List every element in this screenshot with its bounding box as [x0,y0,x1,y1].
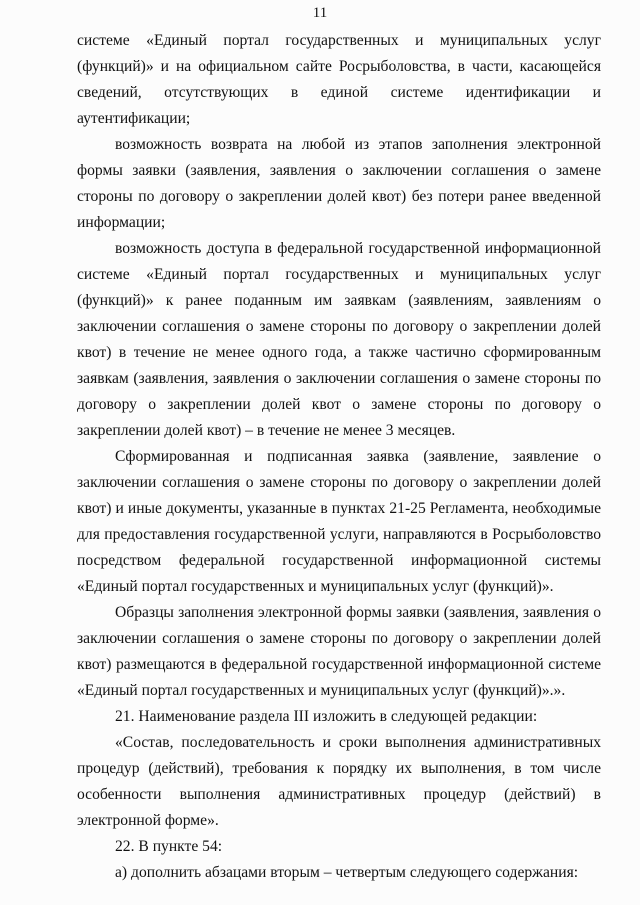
paragraph-7: «Состав, последовательность и сроки выполнения административных процедур (действий), требования к порядку их выполнения, в том числе особенности выполнения административных процедур (действий) в электронной форме». [77,734,601,829]
paragraph-2: возможность возврата на любой из этапов заполнения электронной формы заявки (заявления, заявления о заключении соглашения о замене стороны по договору о закреплении долей квот) без потери ранее введенной информации; [77,136,601,231]
paragraph-5: Образцы заполнения электронной формы заявки (заявления, заявления о заключении соглашения о замене стороны по договору о закреплении долей квот) размещаются в федеральной государственной информационной системе «Единый портал государственных и муниципальных услуг (функций)».». [77,604,601,699]
paragraph-8: 22. В пункте 54: [115,838,223,855]
paragraph-3: возможность доступа в федеральной государственной информационной системе «Единый портал государственных и муниципальных услуг (функций)» к ранее поданным им заявкам (заявлениям, заявлениям о заключении соглашения о замене стороны по договору о закреплении долей квот) в течение не менее одного года, а также частично сформированным заявкам (заявления, заявления о заключении соглашения о замене стороны по договору о закреплении долей квот о замене стороны по договору о закреплении долей квот) – в течение не менее 3 месяцев. [77,240,601,439]
document-body [77,28,601,886]
paragraph-1: системе «Единый портал государственных и муниципальных услуг (функций)» и на официальном сайте Росрыболовства, в части, касающейся сведений, отсутствующих в единой системе идентификации и аутентификации; [77,32,601,127]
paragraph-9: а) дополнить абзацами вторым – четвертым следующего содержания: [115,864,579,881]
page-number: 11 [312,5,328,21]
paragraph-6: 21. Наименование раздела III изложить в следующей редакции: [115,708,538,725]
paragraph-4: Сформированная и подписанная заявка (заявление, заявление о заключении соглашения о замене стороны по договору о закреплении долей квот) и иные документы, указанные в пунктах 21-25 Регламента, необходимые для предоставления государственной услуги, направляются в Росрыболовство посредством федеральной государственной информационной системы «Единый портал государственных и муниципальных услуг (функций)». [77,448,601,595]
